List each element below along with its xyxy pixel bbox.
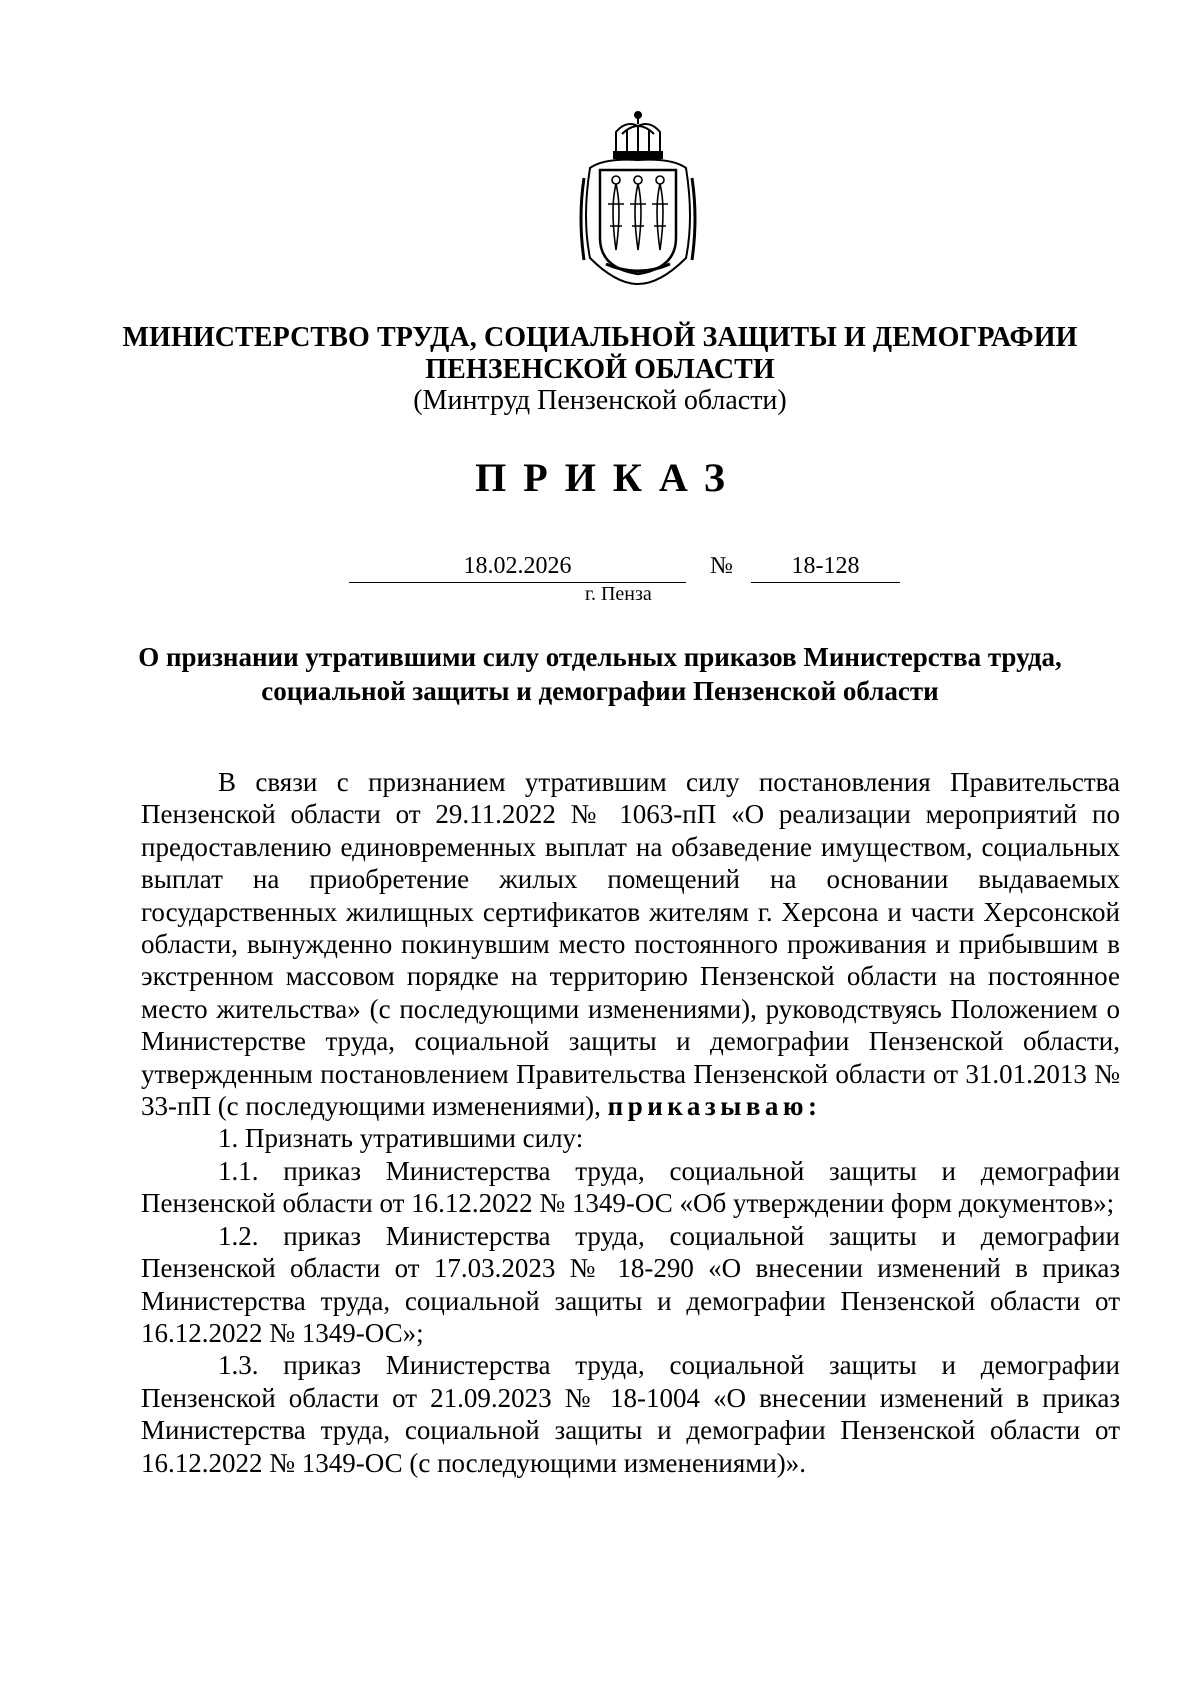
order-date: 18.02.2026 <box>349 552 686 583</box>
ministry-name-line1: МИНИСТЕРСТВО ТРУДА, СОЦИАЛЬНОЙ ЗАЩИТЫ И ДЕМОГРАФИИ <box>122 322 1078 353</box>
item-1-3: 1.3. приказ Министерства труда, социальной защиты и демографии Пензенской области от 21.09.2023 № 18-1004 «О внесении изменений в приказ Министерства труда, социальной защиты и демографии Пензенской области от 16.12.2022 № 1349-ОС (с последующими изменениями)». <box>141 1350 1120 1478</box>
ministry-name <box>80 322 1120 386</box>
ministry-name-line2: ПЕНЗЕНСКОЙ ОБЛАСТИ <box>425 354 775 385</box>
order-word: приказываю: <box>607 1091 822 1122</box>
item-1: 1. Признать утратившими силу: <box>218 1123 584 1154</box>
item-1-2: 1.2. приказ Министерства труда, социальной защиты и демографии Пензенской области от 17.03.2023 № 18-290 «О внесении изменений в приказ Министерства труда, социальной защиты и демографии Пензенской области от 16.12.2022 № 1349-ОС»; <box>141 1220 1120 1348</box>
order-title <box>120 640 1080 708</box>
item-1-1: 1.1. приказ Министерства труда, социальной защиты и демографии Пензенской области от 16.12.2022 № 1349-ОС «Об утверждении форм документов»; <box>141 1155 1120 1219</box>
order-number: 18-128 <box>751 552 900 583</box>
order-body <box>141 766 1120 1479</box>
order-title-line2: социальной защиты и демографии Пензенской области <box>261 676 939 706</box>
coat-of-arms-icon <box>576 108 700 286</box>
ministry-short-name: (Минтруд Пензенской области) <box>413 385 787 416</box>
preamble-paragraph <box>141 766 1120 1122</box>
city-name: г. Пенза <box>585 583 652 605</box>
document-type-heading: ПРИКАЗ <box>475 455 742 500</box>
number-sign: № <box>710 553 733 579</box>
preamble-text: В связи с признанием утратившим силу постановления Правительства Пензенской области от 29.11.2022 № 1063-пП «О реализации мероприятий по предоставлению единовременных выплат на обзаведение имуществом, социальных выплат на приобретение жилых помещений на основании выдаваемых государственных жилищных сертификатов жителям г. Херсона и части Херсонской области, вынужденно покинувшим место постоянного проживания и прибывшим в экстренном массовом порядке на территорию Пензенской области на постоянное место жительства» (с последующими изменениями), руководствуясь Положением о Министерстве труда, социальной защиты и демографии Пензенской области, утвержденным постановлением Правительства Пензенской области от 31.01.2013 № 33-пП (с последующими изменениями), <box>141 767 1120 1122</box>
order-title-line1: О признании утратившими силу отдельных приказов Министерства труда, <box>138 642 1062 672</box>
